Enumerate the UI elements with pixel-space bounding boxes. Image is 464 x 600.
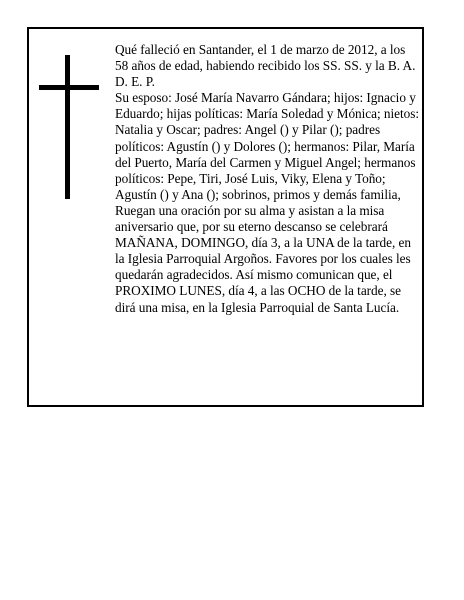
notice-text bbox=[115, 42, 420, 316]
cross-vertical-bar bbox=[65, 55, 70, 199]
death-announcement: Qué falleció en Santander, el 1 de marzo de 2012, a los 58 años de edad, habiendo recibido los SS. SS. y la B. A. bbox=[115, 42, 416, 74]
family-list: Su esposo: José María Navarro Gándara; hijos: Ignacio y Eduardo; hijas políticas: María Soledad y Mónica; nietos: Natalia y Oscar; padres: Angel () y Pilar (); padres políticos: Agustín () y Dolores (); hermanos: Pilar, María del Puerto, María del Carmen y Miguel Angel; hermanos políticos: Pepe, Tiri, José Luis, Viky, Elena y Toño; Agustín () y Ana (); sobrinos, primos y demás familia, bbox=[115, 90, 420, 202]
cross-horizontal-bar bbox=[39, 85, 99, 90]
mass-information: Ruegan una oración por su alma y asistan a la misa aniversario que, por su eterno descanso se celebrará MAÑANA, DOMINGO, día 3, a la UNA de la tarde, en la Iglesia Parroquial Argoños. Favores por los cuales les quedarán agradecidos. Así mismo comunican que, el PROXIMO LUNES, día 4, a las OCHO de la tarde, se dirá una misa, en la Iglesia Parroquial de Santa Lucía. bbox=[115, 202, 411, 315]
dep-line: D. E. P. bbox=[115, 74, 155, 90]
cross-icon bbox=[39, 55, 99, 199]
obituary-notice bbox=[27, 27, 424, 407]
